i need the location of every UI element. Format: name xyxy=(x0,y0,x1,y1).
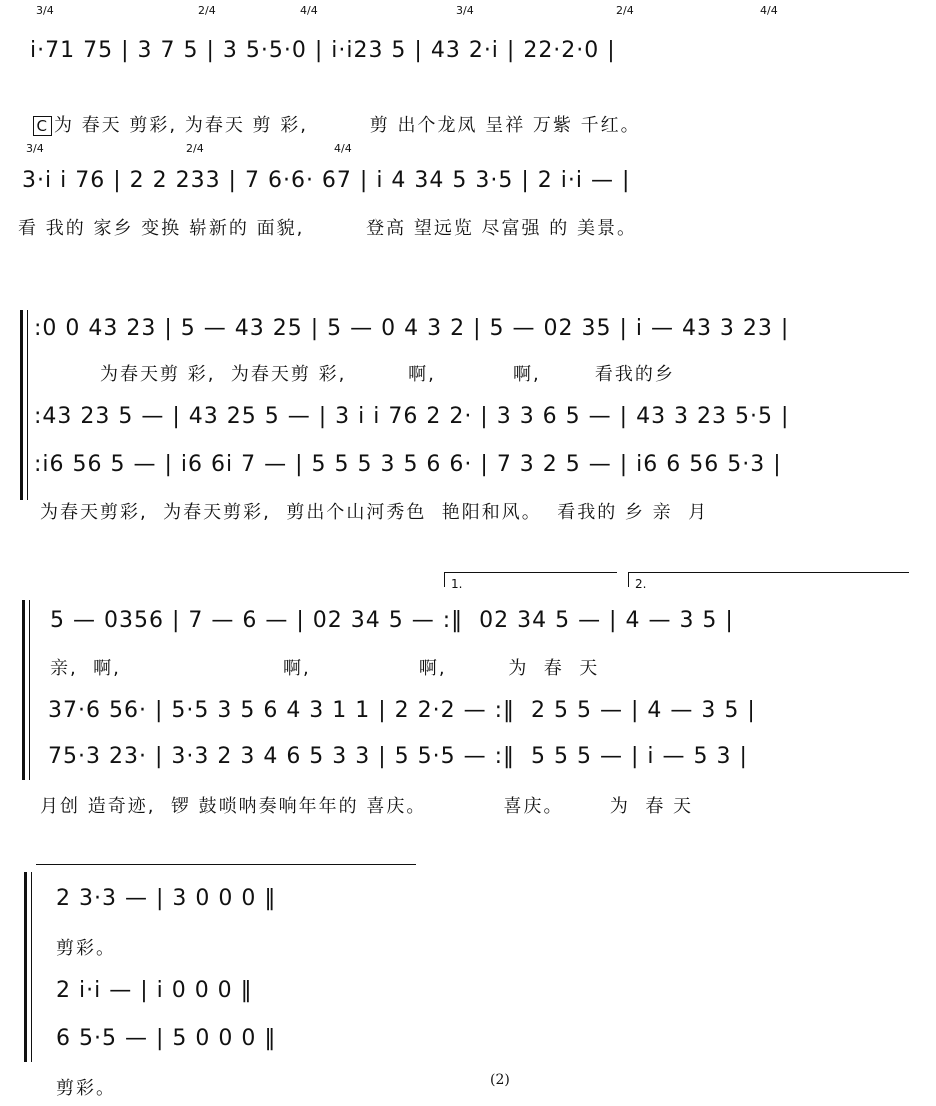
system1-notes: i·71 75 | 3 7 5 | 3 5·5·0 | i·i23 5 | 43 2·i | 22·2·0 | xyxy=(30,38,616,63)
system4-voice3-notes: 75·3 23· | 3·3 2 3 4 6 5 3 3 | 5 5·5 — :‖ 5 5 5 — | i — 5 3 | xyxy=(48,744,748,769)
rehearsal-mark: C xyxy=(33,116,51,136)
time-signature: 3/4 xyxy=(456,4,474,17)
system5-lyric: 剪彩。 xyxy=(56,1078,116,1099)
final-bracket xyxy=(36,864,416,865)
system3-brace-inner xyxy=(27,310,28,500)
system5-voice1-notes: 2 3·3 — | 3 0 0 0 ‖ xyxy=(56,886,277,911)
time-signature: 3/4 xyxy=(26,142,44,155)
time-signature: 4/4 xyxy=(334,142,352,155)
system4-lyric: 月创 造奇迹, 锣 鼓唢呐奏响年年的 喜庆。 喜庆。 为 春 天 xyxy=(40,796,694,817)
system5-brace-inner xyxy=(31,872,32,1062)
volta-1 xyxy=(444,572,617,591)
time-signature: 2/4 xyxy=(616,4,634,17)
system4-voice2-notes: 37·6 56· | 5·5 3 5 6 4 3 1 1 | 2 2·2 — :‖ 2 5 5 — | 4 — 3 5 | xyxy=(48,698,756,723)
system4-brace xyxy=(22,600,25,780)
volta-2-label: 2. xyxy=(635,577,647,591)
system4-voice1-lyric: 亲, 啊, 啊, 啊, 为 春 天 xyxy=(50,658,600,679)
system3-lyric: 为春天剪彩, 为春天剪彩, 剪出个山河秀色 艳阳和风。 看我的 乡 亲 月 xyxy=(40,502,709,523)
system1-lyric-text: 为 春天 剪彩, 为春天 剪 彩, 剪 出个龙凤 呈祥 万紫 千红。 xyxy=(53,115,641,136)
system4-voice1-notes: 5 — 0356 | 7 — 6 — | 02 34 5 — :‖ 02 34 5 — | 4 — 3 5 | xyxy=(50,608,734,633)
volta-2 xyxy=(628,572,909,591)
time-signature: 3/4 xyxy=(36,4,54,17)
time-signature: 4/4 xyxy=(300,4,318,17)
time-signature: 4/4 xyxy=(760,4,778,17)
system5-voice3-notes: 6 5·5 — | 5 0 0 0 ‖ xyxy=(56,1026,277,1051)
system2-lyric: 看 我的 家乡 变换 崭新的 面貌, 登高 望远览 尽富强 的 美景。 xyxy=(18,218,637,239)
system5-voice1-lyric: 剪彩。 xyxy=(56,938,116,959)
volta-1-label: 1. xyxy=(451,577,463,591)
system5-voice2-notes: 2 i·i — | i 0 0 0 ‖ xyxy=(56,978,253,1003)
system1-lyric xyxy=(18,90,641,137)
system3-voice3-notes: :i6 56 5 — | i6 6i 7 — | 5 5 5 3 5 6 6· | 7 3 2 5 — | i6 6 56 5·3 | xyxy=(34,452,782,477)
system3-voice1-lyric: 为春天剪 彩, 为春天剪 彩, 啊, 啊, 看我的乡 xyxy=(100,364,675,385)
system3-voice1-notes: :0 0 43 23 | 5 — 43 25 | 5 — 0 4 3 2 | 5 — 02 35 | i — 43 3 23 | xyxy=(34,316,790,341)
time-signature: 2/4 xyxy=(186,142,204,155)
system5-brace xyxy=(24,872,27,1062)
time-signature: 2/4 xyxy=(198,4,216,17)
system4-brace-inner xyxy=(29,600,30,780)
system3-brace xyxy=(20,310,23,500)
page-number: (2) xyxy=(490,1072,510,1088)
system2-notes: 3·i i 76 | 2 2 233 | 7 6·6· 67 | i 4 34 5 3·5 | 2 i·i — | xyxy=(22,168,631,193)
system3-voice2-notes: :43 23 5 — | 43 25 5 — | 3 i i 76 2 2· | 3 3 6 5 — | 43 3 23 5·5 | xyxy=(34,404,790,429)
